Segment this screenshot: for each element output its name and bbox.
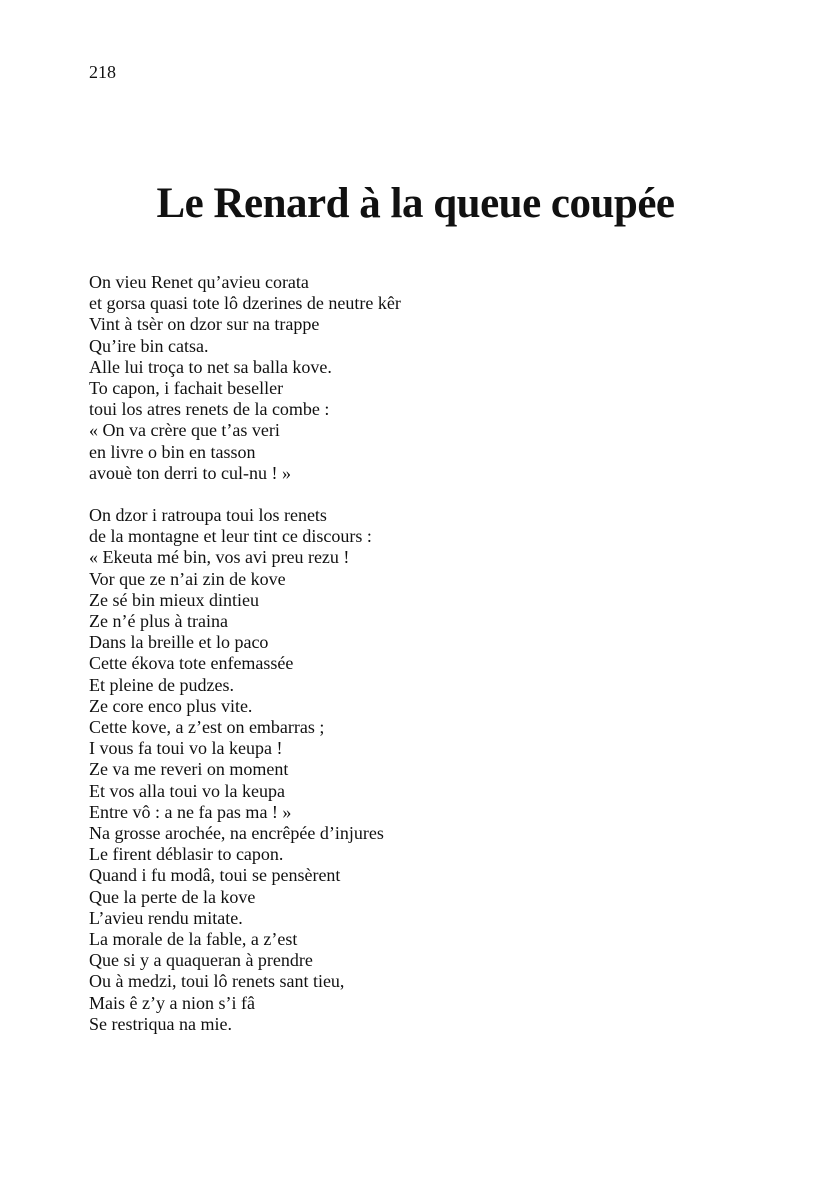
poem-line: Cette kove, a z’est on embarras ; [89,717,325,738]
poem-line: On vieu Renet qu’avieu corata [89,272,309,292]
poem-line: « Ekeuta mé bin, vos avi preu rezu ! [89,547,350,568]
poem-line: Vint à tsèr on dzor sur na trappe [89,314,320,335]
poem-line: Entre vô : a ne fa pas ma ! » [89,801,292,822]
poem-line: et gorsa quasi tote lô dzerines de neutre kêr [89,293,401,314]
stanza-1 [89,272,401,484]
poem-line: Cette ékova tote enfemassée [89,653,294,674]
poem-line: Et vos alla toui vo la keupa [89,780,285,801]
poem-line: Se restriqua na mie. [89,1013,232,1034]
poem-line: Ze core enco plus vite. [89,695,253,716]
poem-line: Mais ê z’y a nion s’i fâ [89,992,255,1013]
poem-line: Que si y a quaqueran à prendre [89,950,313,971]
poem-line: Ou à medzi, toui lô renets sant tieu, [89,971,345,992]
page-number: 218 [89,62,116,82]
stanza-2 [89,505,384,1035]
poem-line: Que la perte de la kove [89,886,256,907]
poem-line: Ze va me reveri on moment [89,759,289,780]
poem-line: avouè ton derri to cul-nu ! » [89,462,291,483]
poem-line: Ze sé bin mieux dintieu [89,589,259,610]
poem-line: Ze n’é plus à traina [89,611,228,632]
poem-line: Quand i fu modâ, toui se pensèrent [89,865,341,886]
poem-line: de la montagne et leur tint ce discours : [89,526,372,547]
poem-line: La morale de la fable, a z’est [89,929,298,950]
poem-line: Et pleine de pudzes. [89,674,234,695]
poem-line: To capon, i fachait beseller [89,378,284,399]
poem-line: « On va crère que t’as veri [89,420,280,441]
poem-line: Le firent déblasir to capon. [89,844,284,865]
poem-line: Na grosse arochée, na encrêpée d’injures [89,823,384,844]
poem-line: toui los atres renets de la combe : [89,399,330,420]
poem-line: Vor que ze n’ai zin de kove [89,568,286,589]
poem-line: L’avieu rendu mitate. [89,907,243,928]
poem-line: Qu’ire bin catsa. [89,335,209,356]
poem-title: Le Renard à la queue coupée [156,180,675,227]
poem-line: Alle lui troça to net sa balla kove. [89,356,332,377]
poem-line: Dans la breille et lo paco [89,632,269,653]
poem-line: en livre o bin en tasson [89,441,256,462]
poem-line: I vous fa toui vo la keupa ! [89,738,283,759]
poem-line: On dzor i ratroupa toui los renets [89,505,327,525]
